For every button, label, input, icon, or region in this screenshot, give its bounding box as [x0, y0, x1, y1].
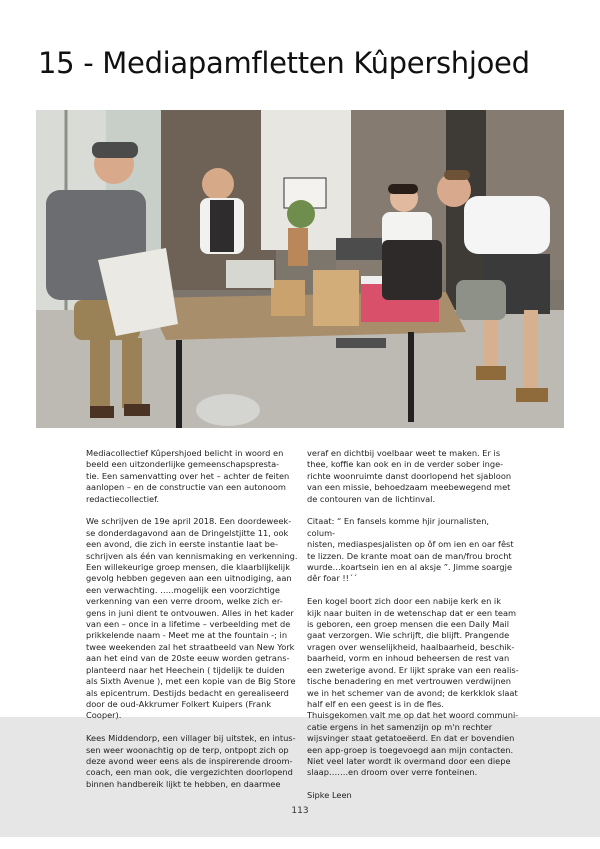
body-paragraph: veraf en dichtbij voelbaar weet te maken. Er is thee, koffie kan ook en in de verder sober inge- richte woonruimte danst doorlopend het sjabloon van een missie, behoedzaam meebewegend met de contouren van de lichtinval. [307, 448, 512, 504]
article-column-left [86, 448, 298, 802]
quote-paragraph: Citaat: “ En fansels komme hjir journalisten, colum- nisten, mediaspesjalisten op ôf om ien en oar fêst te lizzen. De krante moat oan de man/frou brocht wurde…koartsein ien en al aksje ”. Jimme soargje dêr foar !!´´ [307, 516, 514, 584]
page-number: 113 [291, 806, 309, 816]
page-title: 15 - Mediapamfletten Kûpershjoed [38, 46, 530, 80]
photo-illustration [36, 110, 564, 428]
author-signature: Sipke Leen [307, 790, 352, 801]
intro-paragraph: Mediacollectief Kûpershjoed belicht in woord en beeld een uitzonderlijke gemeenschapspresta- tie. Een samenvatting over het – achter de feiten aanlopen – en de constructie van een autonoom redactiecollectief. [86, 448, 290, 504]
group-photo [36, 110, 564, 428]
article-column-right [307, 448, 519, 813]
body-paragraph: We schrijven de 19e april 2018. Een doordeweek- se donderdagavond aan de Dringelstjitte 11, ook een avond, die zich in eerste instantie laat be- schrijven als één van kennismaking en verkenning. Een willekeurige groep mensen, die klaarblijkelijk gevolg hebben gegeven aan een uitnodiging, aan een verwachting. …..mogelijk een voorzichtige verkenning van een verre droom, welke zich er- gens in juni dient te ontvouwen. Alles in het kader van een – once in a lifetime – verbeelding met de prikkelende naam - Meet me at the fountain -; in twee weekenden zal het straatbeeld van New York aan het eind van de 20ste eeuw worden getrans- planteerd naar het Heechein ( tijdelijk te duiden als Sixth Avenue ), met een kopie van de Big Store als epicentrum. Destijds bedacht en gerealiseerd door de oud-Akkrumer Folkert Kuipers (Frank Cooper). [86, 516, 298, 721]
body-paragraph: Een kogel boort zich door een nabije kerk en ik kijk naar buiten in de wetenschap dat er een team is geboren, een groep mensen die een Daily Mail gaat verzorgen. Wie schrijft, die blijft. Prangende vragen over wenselijkheid, haalbaarheid, beschik- baarheid, vorm en inhoud beheersen de rest van een zweterige avond. Er lijkt sprake van een realis- tische benadering en met vertrouwen verdwijnen we in het schemer van de avond; de kerkklok slaat half elf en een geest is in de fles. Thuisgekomen valt me op dat het woord communi- catie ergens in het samenzijn op m'n rechter wijsvinger staat getatoeëerd. En dat er bovendien een app-groep is toegevoegd aan mijn contacten. Niet veel later wordt ik overmand door een diepe slaap…….en droom over verre fonteinen. [307, 596, 519, 778]
body-paragraph: Kees Middendorp, een villager bij uitstek, en intus- sen weer woonachtig op de terp, ontpopt zich op deze avond weer eens als de inspirerende droom- coach, een man ook, die vergezichten doorlopend binnen handbereik lijkt te hebben, en daarmee [86, 733, 296, 789]
